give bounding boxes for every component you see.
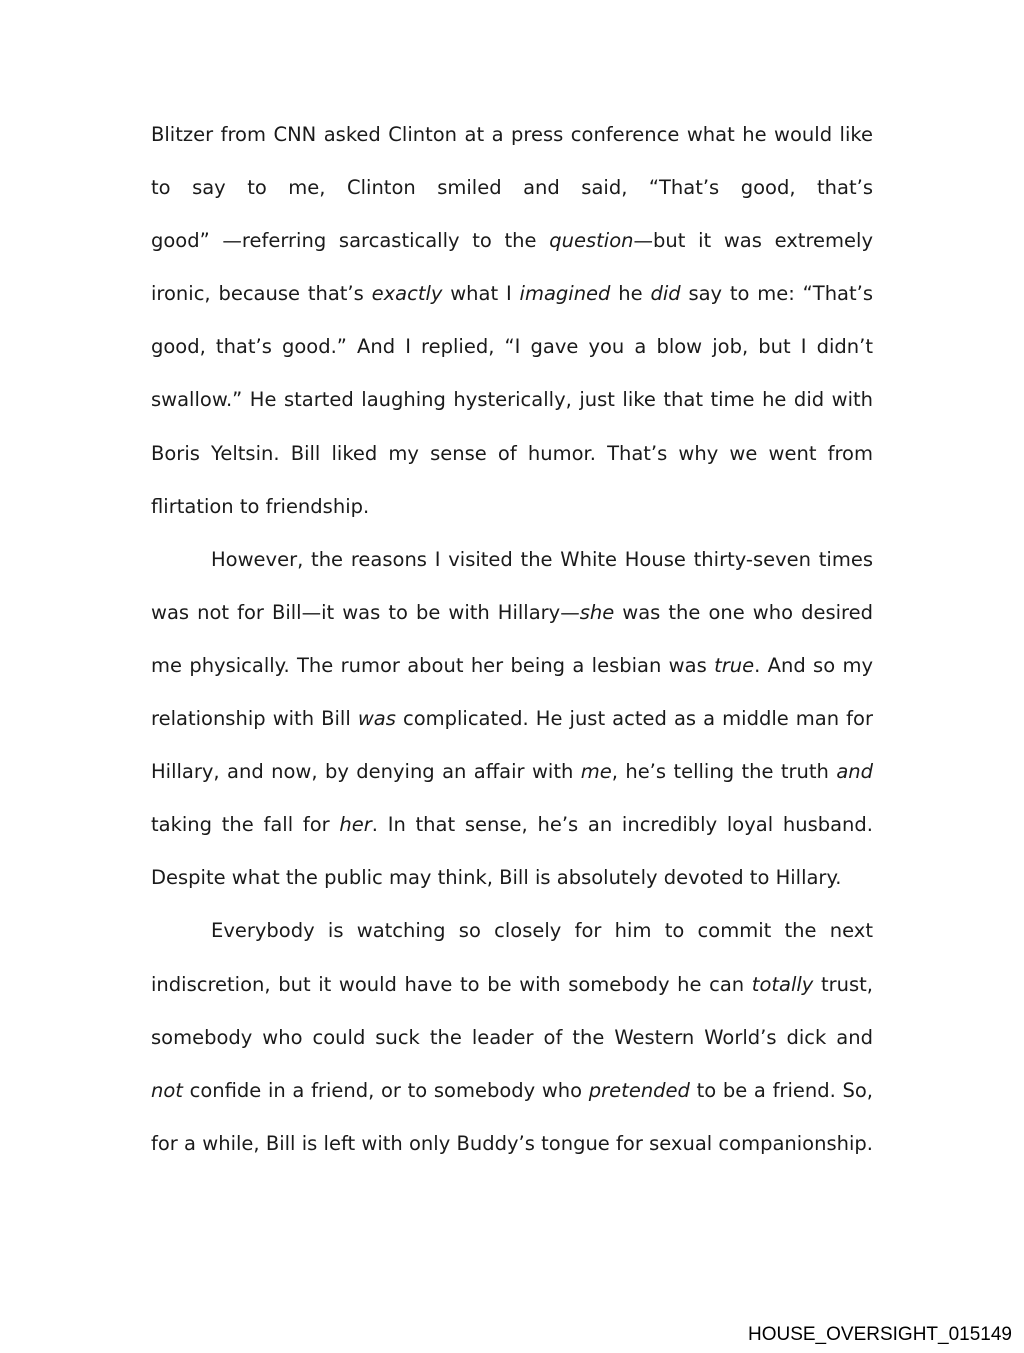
text-line bbox=[151, 1117, 873, 1170]
body-text bbox=[151, 108, 873, 1170]
text-segment: complicated. He just acted as a middle man for bbox=[395, 707, 873, 731]
text-segment: , he’s telling the truth bbox=[611, 760, 837, 784]
text-segment: good” —referring sarcastically to the bbox=[151, 229, 550, 253]
italic-text: was bbox=[357, 707, 396, 731]
text-segment: Everybody is watching so closely for him to commit the next bbox=[211, 919, 873, 943]
text-segment: was the one who desired bbox=[614, 600, 873, 624]
text-segment: ironic, because that’s bbox=[151, 282, 372, 306]
text-segment: Blitzer from CNN asked Clinton at a press conference what he would like bbox=[151, 123, 873, 146]
text-segment: However, the reasons I visited the White House thirty-seven times bbox=[211, 547, 873, 571]
text-line bbox=[151, 586, 873, 639]
italic-text: and bbox=[836, 760, 873, 784]
text-segment: —but it was extremely bbox=[633, 229, 873, 253]
text-segment: . And so my bbox=[754, 653, 874, 677]
text-segment: somebody who could suck the leader of the Western World’s dick and bbox=[151, 1025, 873, 1049]
text-line bbox=[151, 798, 873, 851]
text-segment: was not for Bill—it was to be with Hillary— bbox=[151, 600, 580, 624]
text-line bbox=[151, 267, 873, 320]
italic-text: not bbox=[151, 1078, 183, 1102]
text-line bbox=[151, 745, 873, 798]
text-segment: Boris Yeltsin. Bill liked my sense of humor. That’s why we went from bbox=[151, 441, 873, 465]
text-segment: . In that sense, he’s an incredibly loyal husband. bbox=[371, 813, 873, 837]
text-line bbox=[151, 1064, 873, 1117]
text-segment: me physically. The rumor about her being a lesbian was bbox=[151, 653, 715, 677]
text-line bbox=[151, 427, 873, 480]
italic-text: imagined bbox=[519, 282, 611, 306]
text-segment: relationship with Bill bbox=[151, 707, 358, 731]
text-segment: confide in a friend, or to somebody who bbox=[182, 1078, 589, 1102]
text-segment: to say to me, Clinton smiled and said, “That’s good, that’s bbox=[151, 176, 873, 200]
italic-text: exactly bbox=[371, 282, 443, 306]
text-segment: to be a friend. So, bbox=[689, 1078, 873, 1102]
text-segment: taking the fall for bbox=[151, 813, 340, 837]
text-line bbox=[151, 958, 873, 1011]
text-segment: for a while, Bill is left with only Buddy’s tongue for sexual companionship. bbox=[151, 1131, 873, 1155]
italic-text: true bbox=[714, 653, 755, 677]
text-line bbox=[151, 108, 873, 161]
text-segment: flirtation to friendship. bbox=[151, 494, 370, 518]
text-line bbox=[151, 480, 873, 533]
italic-text: me bbox=[580, 760, 612, 784]
text-line bbox=[151, 851, 873, 904]
text-line bbox=[151, 373, 873, 426]
text-line bbox=[151, 161, 873, 214]
text-line bbox=[151, 692, 873, 745]
text-line bbox=[151, 320, 873, 373]
text-line bbox=[151, 533, 873, 586]
text-line bbox=[151, 214, 873, 267]
text-segment: say to me: “That’s bbox=[680, 282, 874, 306]
text-segment: indiscretion, but it would have to be with somebody he can bbox=[151, 972, 752, 996]
text-segment: Despite what the public may think, Bill is absolutely devoted to Hillary. bbox=[151, 866, 842, 890]
text-line bbox=[151, 1011, 873, 1064]
italic-text: totally bbox=[751, 972, 814, 996]
document-id-stamp: HOUSE_OVERSIGHT_015149 bbox=[747, 1324, 1012, 1345]
italic-text: her bbox=[339, 813, 372, 837]
text-segment: Hillary, and now, by denying an affair with bbox=[151, 760, 581, 784]
italic-text: she bbox=[579, 600, 615, 624]
text-line bbox=[151, 904, 873, 957]
text-segment: he bbox=[610, 282, 651, 306]
text-segment: good, that’s good.” And I replied, “I gave you a blow job, but I didn’t bbox=[151, 335, 873, 359]
text-segment: swallow.” He started laughing hysterically, just like that time he did with bbox=[151, 388, 873, 412]
text-line bbox=[151, 639, 873, 692]
italic-text: pretended bbox=[588, 1078, 690, 1102]
text-segment: trust, bbox=[813, 972, 873, 996]
italic-text: did bbox=[650, 282, 681, 306]
text-segment: what I bbox=[442, 282, 520, 306]
italic-text: question bbox=[549, 229, 634, 253]
